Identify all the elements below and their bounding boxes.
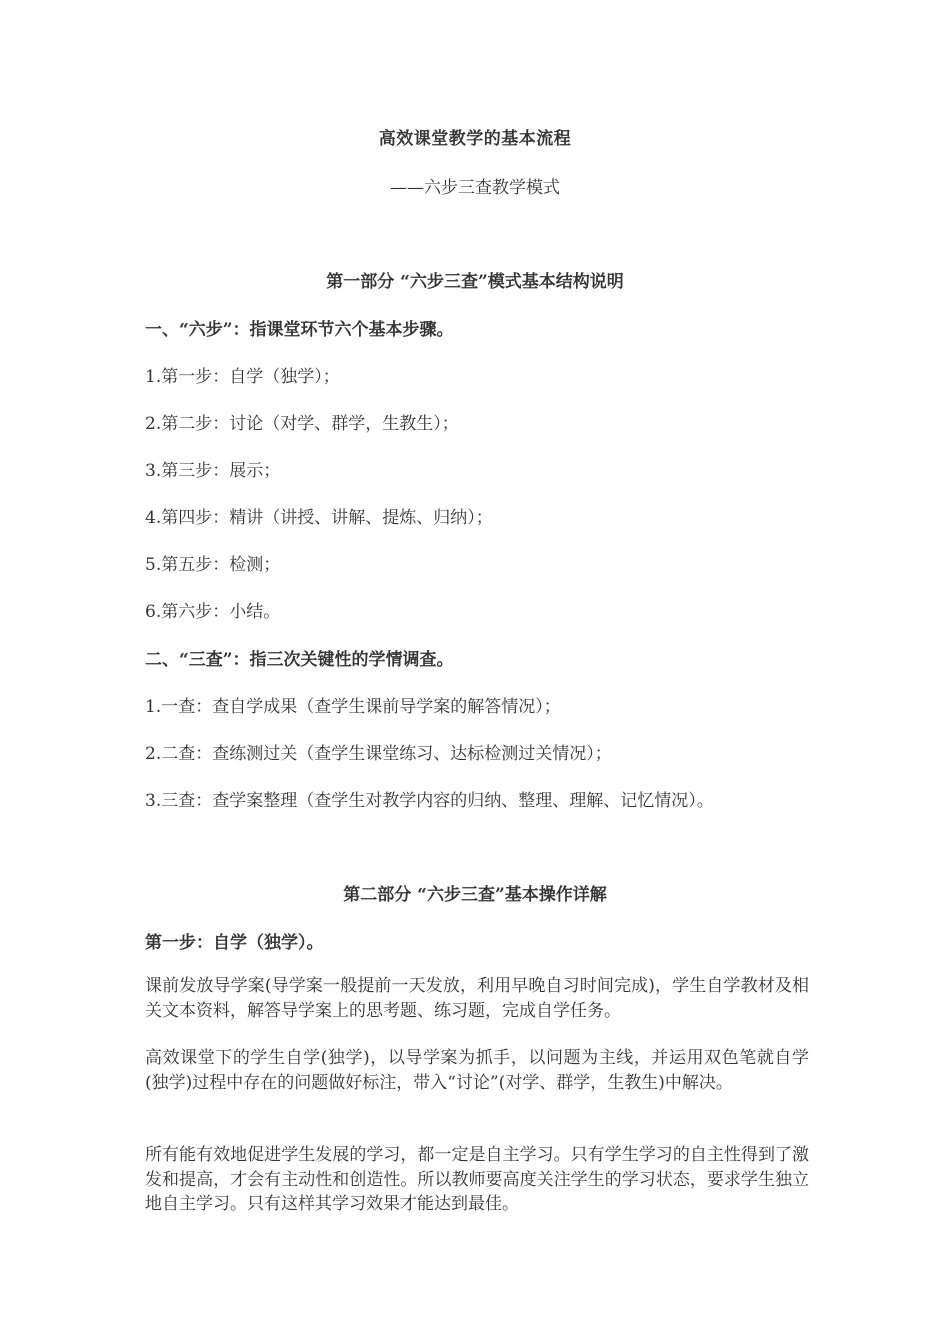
step-list-item: 5.第五步：检测；	[145, 555, 281, 575]
document-subtitle: ——六步三查教学模式	[390, 178, 560, 198]
step1-paragraph: 课前发放导学案(导学案一般提前一天发放，利用早晚自习时间完成)，学生自学教材及相关文本资料，解答导学案上的思考题、练习题，完成自学任务。	[145, 976, 809, 1021]
document-title: 高效课堂教学的基本流程	[378, 129, 572, 149]
check-list-item: 3.三查：查学案整理（查学生对教学内容的归纳、整理、理解、记忆情况）。	[145, 791, 714, 811]
step-list-item: 4.第四步：精讲（讲授、讲解、提炼、归纳）；	[145, 508, 493, 528]
six-steps-heading: 一、“六步”：指课堂环节六个基本步骤。	[145, 320, 454, 340]
step1-paragraph: 高效课堂下的学生自学(独学)，以导学案为抓手，以问题为主线，并运用双色笔就自学(独学)过程中存在的问题做好标注，带入“讨论”(对学、群学，生教生)中解决。	[145, 1048, 809, 1093]
part2-heading: 第二部分 “六步三查”基本操作详解	[343, 885, 607, 905]
check-list-item: 2.二查：查练测过关（查学生课堂练习、达标检测过关情况）；	[145, 744, 612, 764]
check-list-item: 1.一查：查自学成果（查学生课前导学案的解答情况）；	[145, 697, 561, 717]
step-list-item: 3.第三步：展示；	[145, 461, 281, 481]
step1-paragraph: 所有能有效地促进学生发展的学习，都一定是自主学习。只有学生学习的自主性得到了激发和提高，才会有主动性和创造性。所以教师要高度关注学生的学习状态，要求学生独立地自主学习。只有这样其学习效果才能达到最佳。	[145, 1145, 809, 1214]
step1-heading: 第一步：自学（独学）。	[145, 933, 324, 953]
step-list-item: 1.第一步：自学（独学）；	[145, 367, 340, 387]
three-checks-heading: 二、“三查”：指三次关键性的学情调查。	[145, 650, 454, 670]
part1-heading: 第一部分 “六步三查”模式基本结构说明	[326, 272, 624, 292]
step-list-item: 6.第六步：小结。	[145, 602, 281, 622]
step-list-item: 2.第二步：讨论（对学、群学，生教生）；	[145, 414, 459, 434]
